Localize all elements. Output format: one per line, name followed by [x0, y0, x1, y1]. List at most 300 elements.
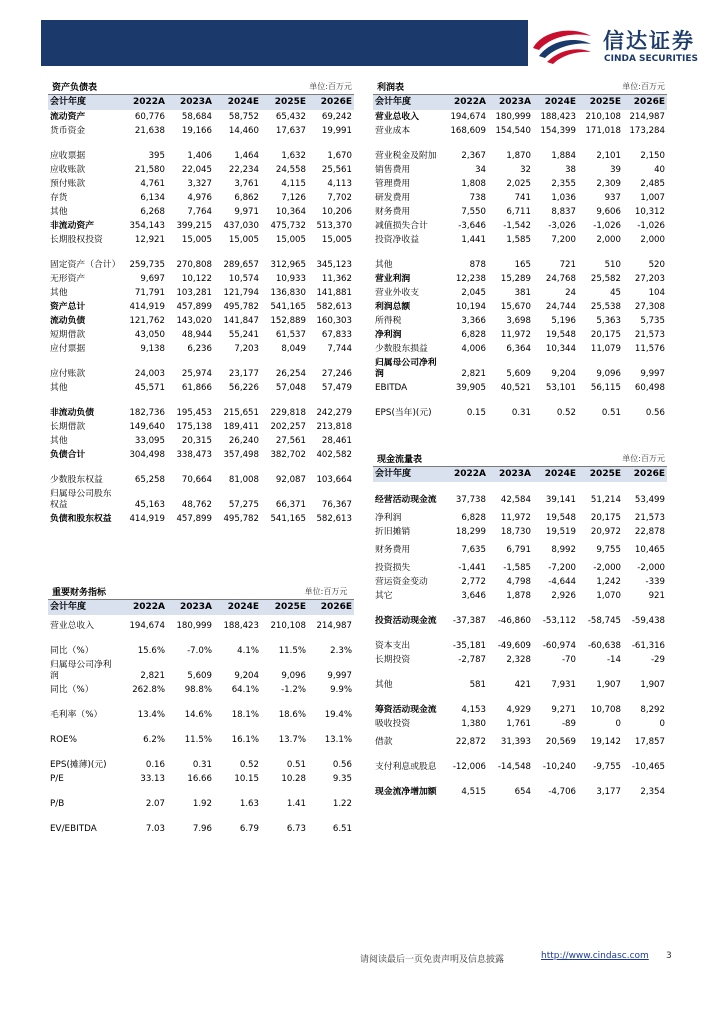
row-value: 345,123: [316, 260, 352, 270]
row-value: 2,150: [640, 151, 665, 161]
year-header: 2025E: [578, 95, 623, 110]
row-value: -7.0%: [187, 646, 212, 656]
cinda-logo-icon: [529, 24, 593, 64]
row-value: 15,670: [500, 302, 531, 312]
row-value: -1,026: [637, 221, 665, 231]
row-label: 净利润: [375, 513, 402, 523]
row-value: 581: [469, 680, 486, 690]
row-label: EPS(摊薄)(元): [50, 760, 107, 770]
row-value: 4,976: [187, 193, 212, 203]
row-value: 475,732: [270, 221, 306, 231]
row-value: 19,142: [590, 737, 621, 747]
row-value: 16.66: [187, 774, 212, 784]
row-value: 104: [648, 288, 665, 298]
row-value: 9,697: [140, 274, 165, 284]
row-value: 152,889: [270, 316, 306, 326]
row-value: 19,991: [321, 126, 352, 136]
row-value: 39: [610, 165, 621, 175]
table-row: [48, 286, 354, 300]
row-value: 27,308: [634, 302, 665, 312]
row-value: 541,165: [270, 514, 306, 524]
row-value: 37,738: [455, 495, 486, 505]
row-value: 136,830: [270, 288, 306, 298]
table-row: [48, 272, 354, 286]
row-value: 57,048: [275, 383, 306, 393]
row-value: 76,367: [321, 500, 352, 510]
row-value: 20,972: [590, 527, 621, 537]
year-header: 2023A: [167, 95, 214, 110]
row-label: 净利润: [375, 330, 402, 340]
row-value: 4,006: [461, 344, 486, 354]
header-label: 会计年度: [373, 95, 443, 110]
table-row: [373, 507, 667, 525]
table-row: [373, 300, 667, 314]
row-value: 1,884: [551, 151, 576, 161]
row-value: 154,399: [540, 126, 576, 136]
row-value: -1.2%: [281, 685, 306, 695]
table-row: [48, 110, 354, 124]
year-header: 2022A: [443, 467, 488, 482]
row-value: 7,764: [187, 207, 212, 217]
row-value: 2.07: [145, 799, 165, 809]
year-header: 2022A: [120, 95, 167, 110]
row-value: 98.8%: [184, 685, 212, 695]
row-value: 194,674: [129, 621, 165, 631]
row-value: 738: [469, 193, 486, 203]
table-row: [373, 219, 667, 233]
row-value: 6,828: [461, 330, 486, 340]
table-row: [48, 138, 354, 163]
row-value: 721: [559, 260, 576, 270]
row-value: 1,585: [506, 235, 531, 245]
table-row: [48, 177, 354, 191]
row-value: -10,465: [631, 762, 665, 772]
cash-flow-title: 现金流量表: [377, 455, 423, 465]
table-header-row: [373, 95, 667, 110]
row-value: 22,045: [181, 165, 212, 175]
row-value: 4,761: [140, 179, 165, 189]
row-value: 381: [514, 288, 531, 298]
row-value: 7,702: [327, 193, 352, 203]
row-label: 减值损失合计: [375, 221, 428, 231]
table-row: [373, 731, 667, 749]
row-value: -14,548: [497, 762, 531, 772]
table-row: [48, 697, 354, 722]
row-value: -1,441: [458, 563, 486, 573]
row-value: 9,606: [596, 207, 621, 217]
row-value: 9.9%: [330, 685, 352, 695]
row-label: 其它: [375, 591, 393, 601]
table-row: [48, 314, 354, 328]
row-label: 应付账款: [50, 369, 86, 379]
year-header: 2024E: [533, 95, 578, 110]
row-value: 18.6%: [278, 710, 306, 720]
row-value: 4,153: [461, 705, 486, 715]
row-value: 1,808: [461, 179, 486, 189]
row-value: -3,646: [458, 221, 486, 231]
row-value: 12,238: [455, 274, 486, 284]
row-value: -37,387: [452, 616, 486, 626]
table-row: [48, 434, 354, 448]
row-value: 15,289: [500, 274, 531, 284]
row-value: 7,635: [461, 545, 486, 555]
row-value: 1.92: [192, 799, 212, 809]
row-label: 非流动资产: [50, 221, 94, 231]
row-value: 51,214: [590, 495, 621, 505]
row-label: 长期借款: [50, 422, 86, 432]
row-value: 213,818: [316, 422, 352, 432]
row-value: 24: [565, 288, 576, 298]
row-value: 56,226: [228, 383, 259, 393]
row-label: 归属母公司股东权益: [50, 489, 112, 510]
row-label: 财务费用: [375, 545, 411, 555]
row-value: -46,860: [497, 616, 531, 626]
row-value: 7,550: [461, 207, 486, 217]
row-value: 189,411: [223, 422, 259, 432]
row-label: 应收票据: [50, 151, 86, 161]
row-value: 437,030: [223, 221, 259, 231]
row-value: 741: [514, 193, 531, 203]
row-value: 0.31: [192, 760, 212, 770]
row-label: P/E: [50, 774, 64, 784]
cash-flow-unit: 单位:百万元: [622, 454, 665, 463]
row-value: 21,580: [134, 165, 165, 175]
row-value: 9,138: [140, 344, 165, 354]
row-value: 354,143: [129, 221, 165, 231]
row-value: 10,465: [634, 545, 665, 555]
row-value: -49,609: [497, 641, 531, 651]
row-label: 应付票据: [50, 344, 86, 354]
row-value: 10,344: [545, 344, 576, 354]
table-row: [373, 482, 667, 507]
row-value: 27,561: [275, 436, 306, 446]
row-value: 414,919: [129, 514, 165, 524]
row-value: 6,268: [140, 207, 165, 217]
table-row: [373, 692, 667, 717]
year-header: 2022A: [443, 95, 488, 110]
header-bar: [41, 20, 528, 66]
header-label: 会计年度: [373, 467, 443, 482]
row-value: 171,018: [585, 126, 621, 136]
table-row: [373, 356, 667, 381]
row-value: -1,585: [503, 563, 531, 573]
row-value: -4,644: [548, 577, 576, 587]
row-value: 2,772: [461, 577, 486, 587]
row-value: 173,284: [629, 126, 665, 136]
row-value: 10,574: [228, 274, 259, 284]
row-value: 1,878: [506, 591, 531, 601]
table-row: [48, 328, 354, 342]
row-value: -59,438: [631, 616, 665, 626]
row-value: 654: [514, 787, 531, 797]
row-value: 229,818: [270, 408, 306, 418]
row-label: ROE%: [50, 735, 77, 745]
row-value: 11,079: [590, 344, 621, 354]
table-row: [373, 667, 667, 692]
row-value: -60,974: [542, 641, 576, 651]
row-value: 5,196: [551, 316, 576, 326]
row-value: 149,640: [129, 422, 165, 432]
row-value: 40: [654, 165, 665, 175]
row-value: 8,292: [640, 705, 665, 715]
row-value: 27,246: [321, 369, 352, 379]
row-value: 194,674: [450, 112, 486, 122]
row-value: 19,548: [545, 513, 576, 523]
table-row: [373, 124, 667, 138]
table-row: [373, 603, 667, 628]
row-value: 1,070: [596, 591, 621, 601]
row-value: 18.1%: [231, 710, 259, 720]
row-value: 57,275: [228, 500, 259, 510]
row-value: 9,997: [640, 369, 665, 379]
row-value: 2,045: [461, 288, 486, 298]
row-value: 2,926: [551, 591, 576, 601]
table-row: [373, 395, 667, 420]
row-value: 45: [610, 288, 621, 298]
row-value: 1.41: [286, 799, 306, 809]
financial-ratios-unit: 单位:百万元: [304, 587, 348, 596]
row-value: 2,821: [140, 671, 165, 681]
table-header-row: [48, 600, 354, 615]
table-row: [48, 381, 354, 395]
row-label: 所得税: [375, 316, 402, 326]
row-value: -9,755: [593, 762, 621, 772]
row-value: 513,370: [316, 221, 352, 231]
row-value: 214,987: [316, 621, 352, 631]
row-value: 4.1%: [237, 646, 259, 656]
row-value: 17,857: [634, 737, 665, 747]
row-value: 10,122: [181, 274, 212, 284]
table-row: [373, 749, 667, 774]
row-value: 65,432: [275, 112, 306, 122]
header-label: 会计年度: [48, 600, 120, 615]
row-value: 1,907: [640, 680, 665, 690]
table-row: [373, 247, 667, 272]
row-value: 24,003: [134, 369, 165, 379]
row-value: 38: [565, 165, 576, 175]
row-value: 42,584: [500, 495, 531, 505]
row-label: 经营活动现金流: [375, 495, 437, 505]
row-label: 营业税金及附加: [375, 151, 437, 161]
row-value: 9,997: [327, 671, 352, 681]
row-label: 其他: [50, 383, 68, 393]
row-value: 15,005: [181, 235, 212, 245]
row-value: -2,000: [593, 563, 621, 573]
row-value: 5,735: [640, 316, 665, 326]
row-value: 103,281: [176, 288, 212, 298]
row-value: 20,315: [181, 436, 212, 446]
row-value: 61,537: [275, 330, 306, 340]
row-value: 65,258: [134, 475, 165, 485]
row-value: 1,380: [461, 719, 486, 729]
row-value: 3,646: [461, 591, 486, 601]
row-value: 402,582: [316, 450, 352, 460]
row-value: 21,638: [134, 126, 165, 136]
row-value: 48,944: [181, 330, 212, 340]
row-value: 0.31: [511, 408, 531, 418]
table-row: [373, 381, 667, 395]
table-row: [373, 525, 667, 539]
row-value: 1.63: [239, 799, 259, 809]
row-value: 10,708: [590, 705, 621, 715]
row-value: 8,992: [551, 545, 576, 555]
row-value: 457,899: [176, 302, 212, 312]
row-value: 160,303: [316, 316, 352, 326]
year-header: 2026E: [308, 600, 354, 615]
table-row: [48, 395, 354, 420]
row-value: 43,050: [134, 330, 165, 340]
row-label: 投资活动现金流: [375, 616, 437, 626]
row-value: 6,364: [506, 344, 531, 354]
row-value: 541,165: [270, 302, 306, 312]
table-row: [373, 328, 667, 342]
table-row: [48, 420, 354, 434]
row-value: 2,354: [640, 787, 665, 797]
row-value: 121,794: [223, 288, 259, 298]
row-label: 长期股权投资: [50, 235, 103, 245]
row-value: 64.1%: [231, 685, 259, 695]
row-value: 17,637: [275, 126, 306, 136]
row-value: 1,406: [187, 151, 212, 161]
row-label: 其他: [50, 436, 68, 446]
row-value: -2,000: [637, 563, 665, 573]
row-value: 8,049: [281, 344, 306, 354]
table-row: [48, 247, 354, 272]
row-value: 22,234: [228, 165, 259, 175]
row-value: 4,115: [281, 179, 306, 189]
footer-website-link[interactable]: http://www.cindasc.com: [541, 951, 649, 961]
row-value: 39,141: [545, 495, 576, 505]
row-value: -3,026: [548, 221, 576, 231]
row-label: 财务费用: [375, 207, 411, 217]
row-value: 2,355: [551, 179, 576, 189]
year-header: 2022A: [120, 600, 167, 615]
row-value: 11.5%: [184, 735, 212, 745]
row-label: 毛利率（%）: [50, 710, 103, 720]
row-label: 营业总收入: [50, 621, 94, 631]
row-value: 3,366: [461, 316, 486, 326]
row-value: 6,236: [187, 344, 212, 354]
row-value: 18,730: [500, 527, 531, 537]
row-value: 0.15: [466, 408, 486, 418]
row-label: 归属母公司净利润: [375, 358, 437, 379]
row-value: 2,367: [461, 151, 486, 161]
row-value: 5,363: [596, 316, 621, 326]
row-value: 6.2%: [143, 735, 165, 745]
table-row: [373, 557, 667, 575]
table-row: [373, 177, 667, 191]
row-value: 34: [475, 165, 486, 175]
row-value: 14.6%: [184, 710, 212, 720]
row-value: 6,711: [506, 207, 531, 217]
row-label: 其他: [50, 207, 68, 217]
row-value: 414,919: [129, 302, 165, 312]
row-label: 支付利息或股息: [375, 762, 437, 772]
row-value: 2,000: [640, 235, 665, 245]
row-value: 1,464: [234, 151, 259, 161]
row-value: 582,613: [316, 514, 352, 524]
row-value: 0: [615, 719, 621, 729]
row-value: 399,215: [176, 221, 212, 231]
row-value: 61,866: [181, 383, 212, 393]
year-header: 2026E: [623, 95, 667, 110]
header-label: 会计年度: [48, 95, 120, 110]
row-value: -1,026: [593, 221, 621, 231]
row-value: 2,101: [596, 151, 621, 161]
row-label: 归属母公司净利润: [50, 660, 112, 681]
row-label: 折旧摊销: [375, 527, 411, 537]
row-label: 资本支出: [375, 641, 411, 651]
row-value: 24,558: [275, 165, 306, 175]
row-value: 168,609: [450, 126, 486, 136]
row-value: -12,006: [452, 762, 486, 772]
row-value: 2.3%: [330, 646, 352, 656]
row-value: 215,651: [223, 408, 259, 418]
table-row: [373, 589, 667, 603]
row-value: 2,025: [506, 179, 531, 189]
row-value: 60,776: [134, 112, 165, 122]
row-value: 1,632: [281, 151, 306, 161]
row-value: 395: [148, 151, 165, 161]
row-value: 32: [520, 165, 531, 175]
row-value: -60,638: [587, 641, 621, 651]
brand-name-cn: 信达证券: [603, 29, 695, 53]
row-value: -70: [561, 655, 576, 665]
row-value: 58,684: [181, 112, 212, 122]
row-value: 15,005: [275, 235, 306, 245]
row-value: 242,279: [316, 408, 352, 418]
row-value: 9,096: [596, 369, 621, 379]
row-value: 921: [648, 591, 665, 601]
row-value: -4,706: [548, 787, 576, 797]
row-label: 预付账款: [50, 179, 86, 189]
balance-sheet-unit: 单位:百万元: [309, 82, 352, 91]
table-row: [48, 233, 354, 247]
row-value: 270,808: [176, 260, 212, 270]
year-header: 2026E: [623, 467, 667, 482]
table-row: [373, 163, 667, 177]
income-statement-unit: 单位:百万元: [622, 82, 665, 91]
row-value: 19,548: [545, 330, 576, 340]
row-value: 312,965: [270, 260, 306, 270]
row-value: -1,542: [503, 221, 531, 231]
table-row: [373, 286, 667, 300]
table-row: [373, 575, 667, 589]
row-value: 1,242: [596, 577, 621, 587]
table-header-row: [48, 95, 354, 110]
row-label: 其他: [375, 680, 393, 690]
row-value: -14: [606, 655, 621, 665]
row-value: 45,163: [134, 500, 165, 510]
row-value: 24,744: [545, 302, 576, 312]
table-row: [48, 658, 354, 683]
row-value: 7,203: [234, 344, 259, 354]
table-row: [373, 138, 667, 163]
row-value: 878: [469, 260, 486, 270]
row-value: 23,177: [228, 369, 259, 379]
row-value: 24,768: [545, 274, 576, 284]
table-header-row: [373, 467, 667, 482]
row-value: 2,000: [596, 235, 621, 245]
row-value: 421: [514, 680, 531, 690]
row-value: 3,327: [187, 179, 212, 189]
row-label: 营运资金变动: [375, 577, 428, 587]
table-row: [373, 314, 667, 328]
row-value: 2,821: [461, 369, 486, 379]
row-value: 1,441: [461, 235, 486, 245]
row-value: 214,987: [629, 112, 665, 122]
row-value: 71,791: [134, 288, 165, 298]
